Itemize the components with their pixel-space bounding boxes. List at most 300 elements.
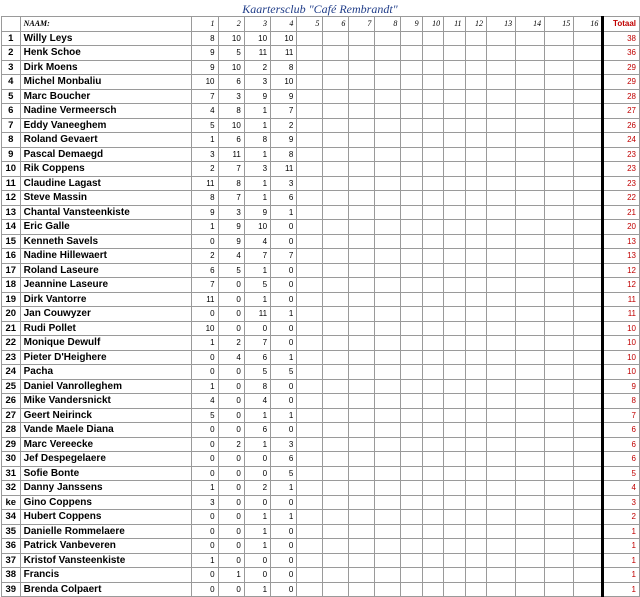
table-row: [2, 220, 640, 235]
round-score-cell: 4: [192, 104, 218, 119]
table-row: [2, 278, 640, 293]
round-score-cell: [444, 263, 465, 278]
player-name: Michel Monbaliu: [20, 75, 192, 90]
round-score-cell: [323, 553, 349, 568]
round-score-cell: [422, 582, 443, 597]
row-number: 6: [2, 104, 21, 119]
round-score-cell: [465, 118, 486, 133]
round-score-cell: [401, 104, 422, 119]
total-score: 4: [603, 481, 640, 496]
round-score-cell: [574, 350, 603, 365]
row-number: 31: [2, 466, 21, 481]
row-number: 12: [2, 191, 21, 206]
round-score-cell: [422, 249, 443, 264]
round-score-cell: [444, 350, 465, 365]
round-score-cell: [574, 31, 603, 46]
round-score-cell: [349, 147, 375, 162]
round-score-cell: [297, 568, 323, 583]
round-score-cell: [401, 249, 422, 264]
round-score-cell: [422, 89, 443, 104]
round-score-cell: [444, 365, 465, 380]
round-score-cell: [422, 191, 443, 206]
round-score-cell: 0: [218, 452, 244, 467]
total-score: 1: [603, 582, 640, 597]
round-score-cell: [465, 162, 486, 177]
round-score-cell: [349, 379, 375, 394]
round-score-cell: 5: [244, 278, 270, 293]
total-score: 23: [603, 176, 640, 191]
round-score-cell: [401, 321, 422, 336]
round-score-cell: [574, 263, 603, 278]
round-score-cell: [516, 568, 545, 583]
header-name-label: NAAM:: [20, 17, 192, 32]
round-score-cell: [297, 437, 323, 452]
round-score-cell: [465, 539, 486, 554]
round-score-cell: [422, 423, 443, 438]
round-score-cell: [375, 162, 401, 177]
player-name: Sofie Bonte: [20, 466, 192, 481]
round-score-cell: [487, 437, 516, 452]
round-score-cell: [297, 466, 323, 481]
round-score-cell: [487, 539, 516, 554]
round-score-cell: [545, 75, 574, 90]
round-score-cell: [349, 205, 375, 220]
round-score-cell: [422, 292, 443, 307]
round-score-cell: [516, 89, 545, 104]
round-score-cell: [487, 582, 516, 597]
row-number: 16: [2, 249, 21, 264]
round-score-cell: [444, 307, 465, 322]
round-score-cell: [574, 249, 603, 264]
round-score-cell: [574, 220, 603, 235]
round-score-cell: 0: [271, 394, 297, 409]
round-score-cell: [422, 147, 443, 162]
round-score-cell: [574, 234, 603, 249]
row-number: 32: [2, 481, 21, 496]
table-row: [2, 147, 640, 162]
round-score-cell: 11: [192, 292, 218, 307]
round-score-cell: [444, 568, 465, 583]
round-score-cell: 0: [192, 568, 218, 583]
round-score-cell: [323, 336, 349, 351]
round-score-cell: [487, 191, 516, 206]
round-score-cell: 7: [218, 162, 244, 177]
table-row: [2, 162, 640, 177]
round-score-cell: 0: [271, 220, 297, 235]
round-score-cell: [297, 292, 323, 307]
round-score-cell: [297, 336, 323, 351]
total-score: 11: [603, 292, 640, 307]
round-score-cell: 11: [271, 162, 297, 177]
header-round-4: 4: [271, 17, 297, 32]
round-score-cell: 3: [244, 162, 270, 177]
round-score-cell: [444, 118, 465, 133]
player-name: Kristof Vansteenkiste: [20, 553, 192, 568]
round-score-cell: [349, 524, 375, 539]
total-score: 21: [603, 205, 640, 220]
round-score-cell: 3: [218, 205, 244, 220]
table-row: [2, 307, 640, 322]
header-round-11: 11: [444, 17, 465, 32]
round-score-cell: [323, 423, 349, 438]
player-name: Marc Vereecke: [20, 437, 192, 452]
header-row: [2, 17, 640, 32]
table-row: [2, 75, 640, 90]
round-score-cell: [323, 89, 349, 104]
round-score-cell: 0: [218, 408, 244, 423]
round-score-cell: [465, 510, 486, 525]
row-number: 23: [2, 350, 21, 365]
round-score-cell: [545, 524, 574, 539]
round-score-cell: [422, 553, 443, 568]
round-score-cell: [375, 118, 401, 133]
round-score-cell: [323, 75, 349, 90]
round-score-cell: 1: [244, 437, 270, 452]
total-score: 13: [603, 249, 640, 264]
player-name: Hubert Coppens: [20, 510, 192, 525]
player-name: Dirk Vantorre: [20, 292, 192, 307]
round-score-cell: 2: [271, 118, 297, 133]
round-score-cell: 1: [244, 118, 270, 133]
round-score-cell: [487, 31, 516, 46]
round-score-cell: [401, 60, 422, 75]
row-number: 17: [2, 263, 21, 278]
round-score-cell: 7: [218, 191, 244, 206]
round-score-cell: [516, 249, 545, 264]
round-score-cell: [516, 582, 545, 597]
round-score-cell: [516, 220, 545, 235]
round-score-cell: 2: [218, 437, 244, 452]
round-score-cell: [516, 553, 545, 568]
header-round-14: 14: [516, 17, 545, 32]
round-score-cell: [574, 147, 603, 162]
round-score-cell: [323, 307, 349, 322]
round-score-cell: [465, 321, 486, 336]
total-score: 29: [603, 60, 640, 75]
round-score-cell: 10: [244, 220, 270, 235]
round-score-cell: [444, 379, 465, 394]
round-score-cell: [516, 452, 545, 467]
round-score-cell: [465, 365, 486, 380]
table-body: [2, 17, 640, 597]
round-score-cell: [487, 176, 516, 191]
round-score-cell: 9: [244, 89, 270, 104]
player-name: Brenda Colpaert: [20, 582, 192, 597]
round-score-cell: 0: [271, 553, 297, 568]
row-number: 25: [2, 379, 21, 394]
round-score-cell: [574, 60, 603, 75]
round-score-cell: [487, 510, 516, 525]
round-score-cell: [444, 176, 465, 191]
round-score-cell: 0: [192, 437, 218, 452]
round-score-cell: [465, 263, 486, 278]
player-name: Claudine Lagast: [20, 176, 192, 191]
header-round-12: 12: [465, 17, 486, 32]
round-score-cell: 7: [271, 249, 297, 264]
round-score-cell: [465, 191, 486, 206]
round-score-cell: [465, 466, 486, 481]
round-score-cell: [516, 31, 545, 46]
round-score-cell: [444, 582, 465, 597]
round-score-cell: [545, 553, 574, 568]
round-score-cell: 0: [218, 423, 244, 438]
round-score-cell: 4: [244, 234, 270, 249]
round-score-cell: 9: [218, 234, 244, 249]
total-score: 6: [603, 423, 640, 438]
round-score-cell: 5: [271, 466, 297, 481]
total-score: 6: [603, 452, 640, 467]
round-score-cell: [375, 60, 401, 75]
round-score-cell: [401, 408, 422, 423]
player-name: Rudi Pollet: [20, 321, 192, 336]
round-score-cell: [375, 147, 401, 162]
player-name: Gino Coppens: [20, 495, 192, 510]
row-number: 14: [2, 220, 21, 235]
round-score-cell: [401, 263, 422, 278]
round-score-cell: [487, 118, 516, 133]
round-score-cell: [545, 205, 574, 220]
round-score-cell: [465, 220, 486, 235]
round-score-cell: [323, 104, 349, 119]
round-score-cell: 4: [192, 394, 218, 409]
round-score-cell: [323, 568, 349, 583]
round-score-cell: 5: [271, 365, 297, 380]
total-score: 12: [603, 263, 640, 278]
round-score-cell: [465, 31, 486, 46]
round-score-cell: 11: [218, 147, 244, 162]
round-score-cell: [574, 89, 603, 104]
round-score-cell: [444, 162, 465, 177]
round-score-cell: 1: [244, 408, 270, 423]
round-score-cell: [297, 89, 323, 104]
table-row: [2, 481, 640, 496]
player-name: Jan Couwyzer: [20, 307, 192, 322]
player-name: Mike Vandersnickt: [20, 394, 192, 409]
header-round-8: 8: [375, 17, 401, 32]
row-number: 36: [2, 539, 21, 554]
round-score-cell: [545, 60, 574, 75]
round-score-cell: 9: [192, 46, 218, 61]
round-score-cell: 1: [192, 553, 218, 568]
row-number: 5: [2, 89, 21, 104]
round-score-cell: [375, 582, 401, 597]
round-score-cell: [444, 191, 465, 206]
table-row: [2, 350, 640, 365]
round-score-cell: [574, 104, 603, 119]
round-score-cell: 5: [192, 118, 218, 133]
round-score-cell: [516, 46, 545, 61]
round-score-cell: [422, 31, 443, 46]
round-score-cell: [323, 249, 349, 264]
round-score-cell: 1: [244, 524, 270, 539]
sheet-title: Kaartersclub "Café Rembrandt": [242, 2, 398, 16]
round-score-cell: [349, 568, 375, 583]
round-score-cell: [323, 278, 349, 293]
round-score-cell: [422, 118, 443, 133]
round-score-cell: [574, 481, 603, 496]
round-score-cell: [487, 133, 516, 148]
round-score-cell: [401, 307, 422, 322]
total-score: 27: [603, 104, 640, 119]
table-row: [2, 321, 640, 336]
round-score-cell: [444, 75, 465, 90]
round-score-cell: 1: [244, 539, 270, 554]
round-score-cell: [375, 307, 401, 322]
round-score-cell: 0: [271, 263, 297, 278]
round-score-cell: [487, 452, 516, 467]
row-number: ke: [2, 495, 21, 510]
player-name: Steve Massin: [20, 191, 192, 206]
round-score-cell: [516, 75, 545, 90]
round-score-cell: [444, 336, 465, 351]
round-score-cell: [516, 176, 545, 191]
round-score-cell: [375, 104, 401, 119]
table-row: [2, 466, 640, 481]
table-row: [2, 31, 640, 46]
round-score-cell: [422, 336, 443, 351]
round-score-cell: [545, 307, 574, 322]
round-score-cell: 1: [192, 336, 218, 351]
round-score-cell: [444, 89, 465, 104]
round-score-cell: [444, 104, 465, 119]
round-score-cell: [465, 568, 486, 583]
round-score-cell: 4: [218, 249, 244, 264]
round-score-cell: [516, 394, 545, 409]
round-score-cell: 0: [218, 495, 244, 510]
table-row: [2, 46, 640, 61]
round-score-cell: [487, 147, 516, 162]
round-score-cell: [401, 524, 422, 539]
round-score-cell: [323, 147, 349, 162]
round-score-cell: 10: [271, 75, 297, 90]
round-score-cell: [516, 466, 545, 481]
round-score-cell: 7: [244, 336, 270, 351]
round-score-cell: [545, 423, 574, 438]
round-score-cell: [297, 220, 323, 235]
player-name: Henk Schoe: [20, 46, 192, 61]
round-score-cell: [349, 46, 375, 61]
round-score-cell: 2: [244, 60, 270, 75]
round-score-cell: [375, 263, 401, 278]
round-score-cell: 11: [244, 307, 270, 322]
round-score-cell: [297, 60, 323, 75]
round-score-cell: [323, 394, 349, 409]
round-score-cell: [545, 234, 574, 249]
header-round-13: 13: [487, 17, 516, 32]
table-row: [2, 452, 640, 467]
round-score-cell: [297, 118, 323, 133]
round-score-cell: [375, 495, 401, 510]
row-number: 15: [2, 234, 21, 249]
round-score-cell: [349, 481, 375, 496]
round-score-cell: 0: [244, 495, 270, 510]
table-row: [2, 191, 640, 206]
round-score-cell: [545, 481, 574, 496]
table-row: [2, 553, 640, 568]
round-score-cell: [422, 263, 443, 278]
round-score-cell: [422, 104, 443, 119]
round-score-cell: 0: [271, 321, 297, 336]
round-score-cell: [465, 437, 486, 452]
round-score-cell: [574, 75, 603, 90]
round-score-cell: 9: [271, 89, 297, 104]
round-score-cell: [444, 408, 465, 423]
player-name: Jef Despegelaere: [20, 452, 192, 467]
total-score: 6: [603, 437, 640, 452]
table-row: [2, 205, 640, 220]
round-score-cell: [444, 205, 465, 220]
round-score-cell: [516, 437, 545, 452]
round-score-cell: [323, 466, 349, 481]
round-score-cell: [574, 408, 603, 423]
round-score-cell: 8: [218, 104, 244, 119]
round-score-cell: [487, 205, 516, 220]
round-score-cell: [422, 495, 443, 510]
round-score-cell: 6: [218, 75, 244, 90]
round-score-cell: [349, 539, 375, 554]
table-row: [2, 234, 640, 249]
round-score-cell: [375, 205, 401, 220]
round-score-cell: 7: [244, 249, 270, 264]
row-number: 39: [2, 582, 21, 597]
table-row: [2, 104, 640, 119]
round-score-cell: 0: [218, 481, 244, 496]
round-score-cell: 1: [192, 220, 218, 235]
round-score-cell: [297, 191, 323, 206]
round-score-cell: [545, 510, 574, 525]
player-name: Francis: [20, 568, 192, 583]
round-score-cell: [375, 437, 401, 452]
round-score-cell: [375, 539, 401, 554]
round-score-cell: 0: [218, 510, 244, 525]
round-score-cell: 1: [192, 133, 218, 148]
round-score-cell: [516, 539, 545, 554]
round-score-cell: 3: [271, 437, 297, 452]
round-score-cell: 0: [271, 582, 297, 597]
round-score-cell: [349, 423, 375, 438]
round-score-cell: [545, 452, 574, 467]
round-score-cell: 1: [244, 292, 270, 307]
round-score-cell: [401, 379, 422, 394]
round-score-cell: [516, 481, 545, 496]
round-score-cell: [574, 46, 603, 61]
round-score-cell: 6: [271, 191, 297, 206]
round-score-cell: [465, 147, 486, 162]
round-score-cell: [323, 234, 349, 249]
round-score-cell: 0: [271, 379, 297, 394]
player-name: Vande Maele Diana: [20, 423, 192, 438]
round-score-cell: [487, 60, 516, 75]
round-score-cell: [375, 553, 401, 568]
round-score-cell: [444, 394, 465, 409]
round-score-cell: [487, 234, 516, 249]
round-score-cell: 1: [271, 307, 297, 322]
round-score-cell: [574, 307, 603, 322]
row-number: 13: [2, 205, 21, 220]
round-score-cell: 8: [244, 133, 270, 148]
round-score-cell: [444, 147, 465, 162]
player-name: Willy Leys: [20, 31, 192, 46]
round-score-cell: [323, 365, 349, 380]
round-score-cell: [349, 408, 375, 423]
row-number: 2: [2, 46, 21, 61]
total-score: 10: [603, 321, 640, 336]
round-score-cell: [574, 510, 603, 525]
round-score-cell: [323, 510, 349, 525]
round-score-cell: [574, 162, 603, 177]
round-score-cell: [487, 307, 516, 322]
round-score-cell: [516, 118, 545, 133]
